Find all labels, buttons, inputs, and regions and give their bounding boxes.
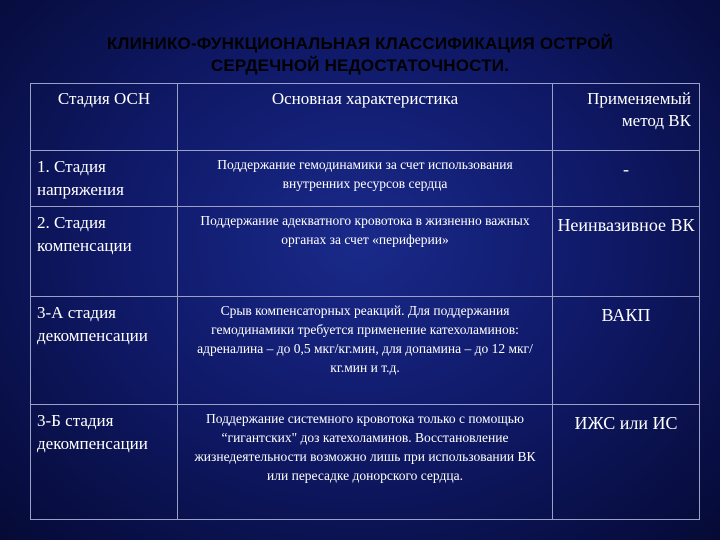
table-row <box>31 151 700 207</box>
method-cell: - <box>553 151 700 207</box>
table-row <box>31 207 700 297</box>
slide-title-line-1: КЛИНИКО-ФУНКЦИОНАЛЬНАЯ КЛАССИФИКАЦИЯ ОСТРОЙ <box>106 34 614 53</box>
header-stage: Стадия ОСН <box>31 84 178 151</box>
header-characteristic: Основная характеристика <box>178 84 553 151</box>
description-cell: Срыв компенсаторных реакций. Для поддержания гемодинамики требуется применение катехоламинов: адреналина – до 0,5 мкг/кг.мин, для допамина – до 12 мкг/кг.мин и т.д. <box>178 297 553 405</box>
description-cell: Поддержание адекватного кровотока в жизненно важных органах за счет «периферии» <box>178 207 553 297</box>
method-cell: Неинвазивное ВК <box>553 207 700 297</box>
header-method: Применяемый метод ВК <box>553 84 700 151</box>
method-cell: ВАКП <box>553 297 700 405</box>
stage-cell: 3-А стадия декомпенсации <box>31 297 178 405</box>
table-row <box>31 405 700 520</box>
classification-table <box>30 83 700 520</box>
description-cell: Поддержание гемодинамики за счет использования внутренних ресурсов сердца <box>178 151 553 207</box>
table-row <box>31 297 700 405</box>
stage-cell: 2. Стадия компенсации <box>31 207 178 297</box>
slide-title-line-2: СЕРДЕЧНОЙ НЕДОСТАТОЧНОСТИ. <box>210 56 510 75</box>
table-header-row <box>31 84 700 151</box>
method-cell: ИЖС или ИС <box>553 405 700 520</box>
stage-cell: 1. Стадия напряжения <box>31 151 178 207</box>
description-cell: Поддержание системного кровотока только с помощью “гигантских" доз катехоламинов. Восстановление жизнедеятельности возможно лишь при использовании ВК или пересадке донорского сердца. <box>178 405 553 520</box>
stage-cell: 3-Б стадия декомпенсации <box>31 405 178 520</box>
slide-title <box>0 33 720 77</box>
